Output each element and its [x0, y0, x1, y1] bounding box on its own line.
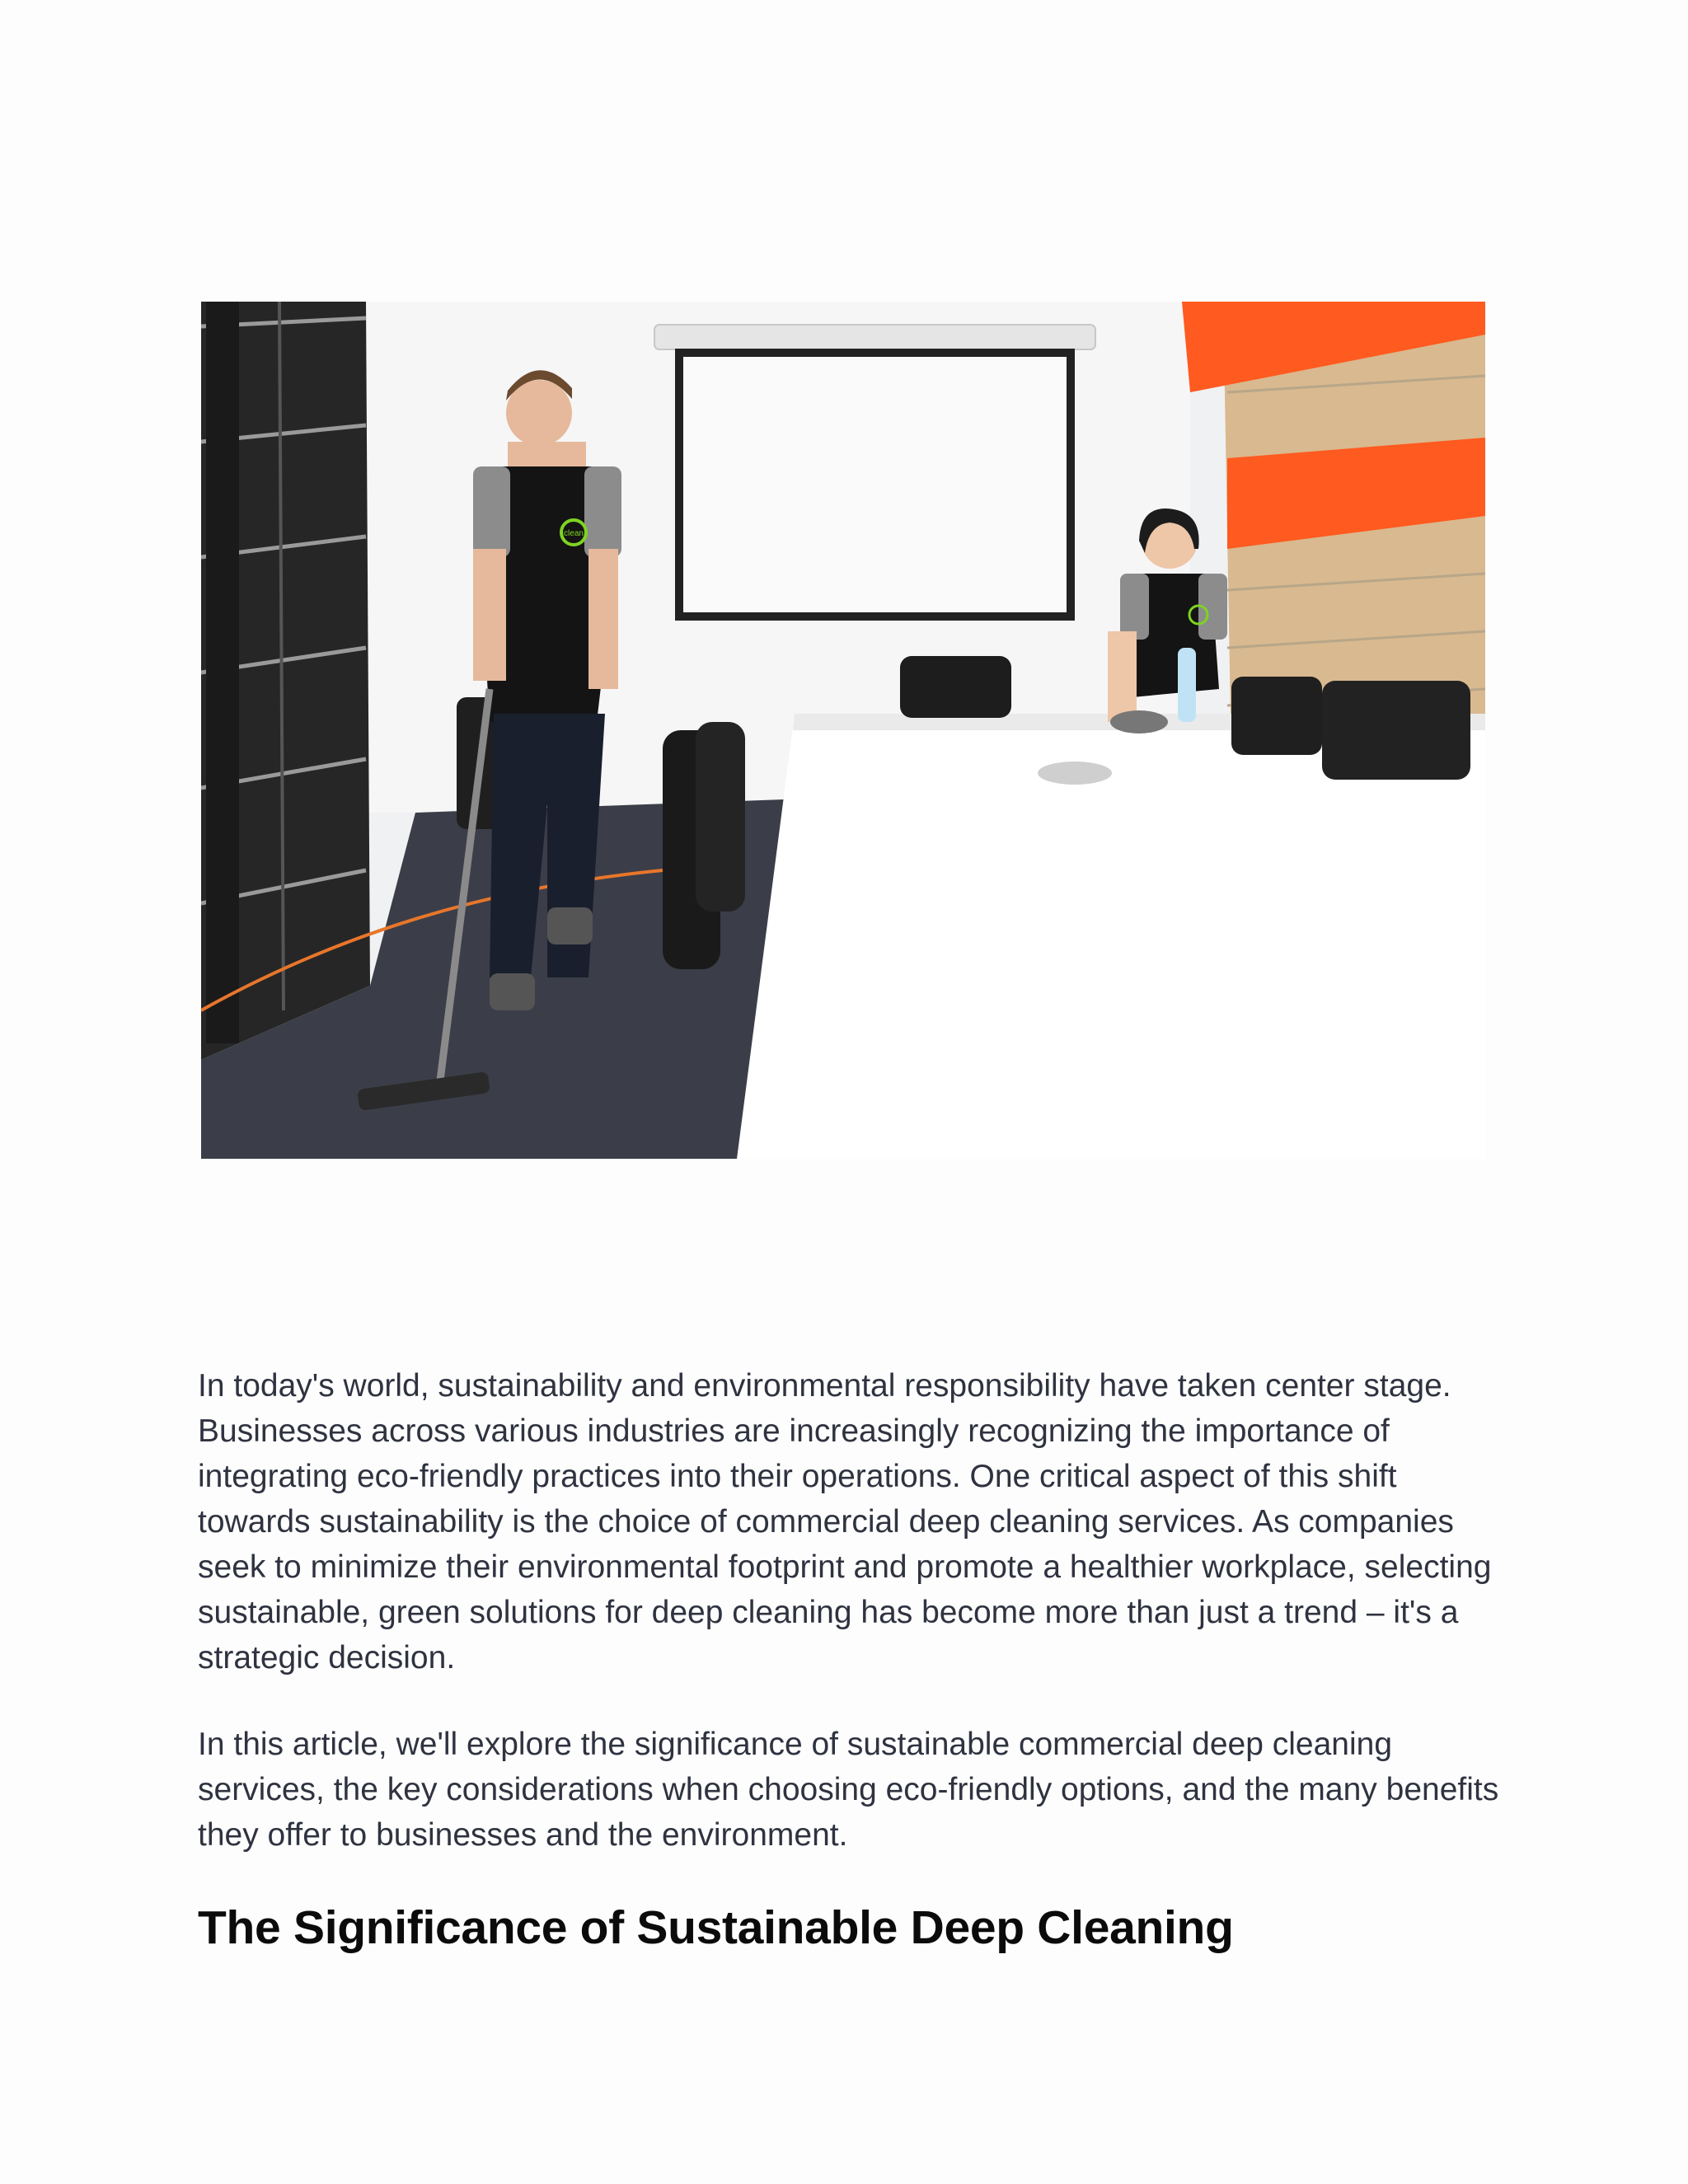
- projector-screen: [679, 353, 1071, 616]
- overview-paragraph: In this article, we'll explore the significance of sustainable commercial deep cleaning services, the key considerations when choosing eco-friendly options, and the many benefits they offer to businesses and the environment.: [198, 1727, 1499, 1853]
- office-cleaning-illustration: [201, 302, 1485, 1159]
- conference-table: [737, 714, 1485, 1159]
- projector-screen-case: [654, 325, 1095, 349]
- article-body: [198, 1363, 1508, 1957]
- chair: [1322, 681, 1470, 780]
- intro-paragraph: In today's world, sustainability and environmental responsibility have taken center stage. Businesses across various industries are increasingly recognizing the importance of integrating eco-friendly practices into their operations. One critical aspect of this shift towards sustainability is the choice of commercial deep cleaning services. As companies seek to minimize their environmental footprint and promote a healthier workplace, selecting sustainable, green solutions for deep cleaning has become more than just a trend – it's a strategic decision.: [198, 1368, 1492, 1675]
- chair: [1231, 677, 1322, 755]
- chair: [900, 656, 1011, 718]
- section-heading: The Significance of Sustainable Deep Cleaning: [198, 1901, 1234, 1954]
- hero-image: [201, 302, 1485, 1159]
- svg-text:clean: clean: [564, 529, 584, 538]
